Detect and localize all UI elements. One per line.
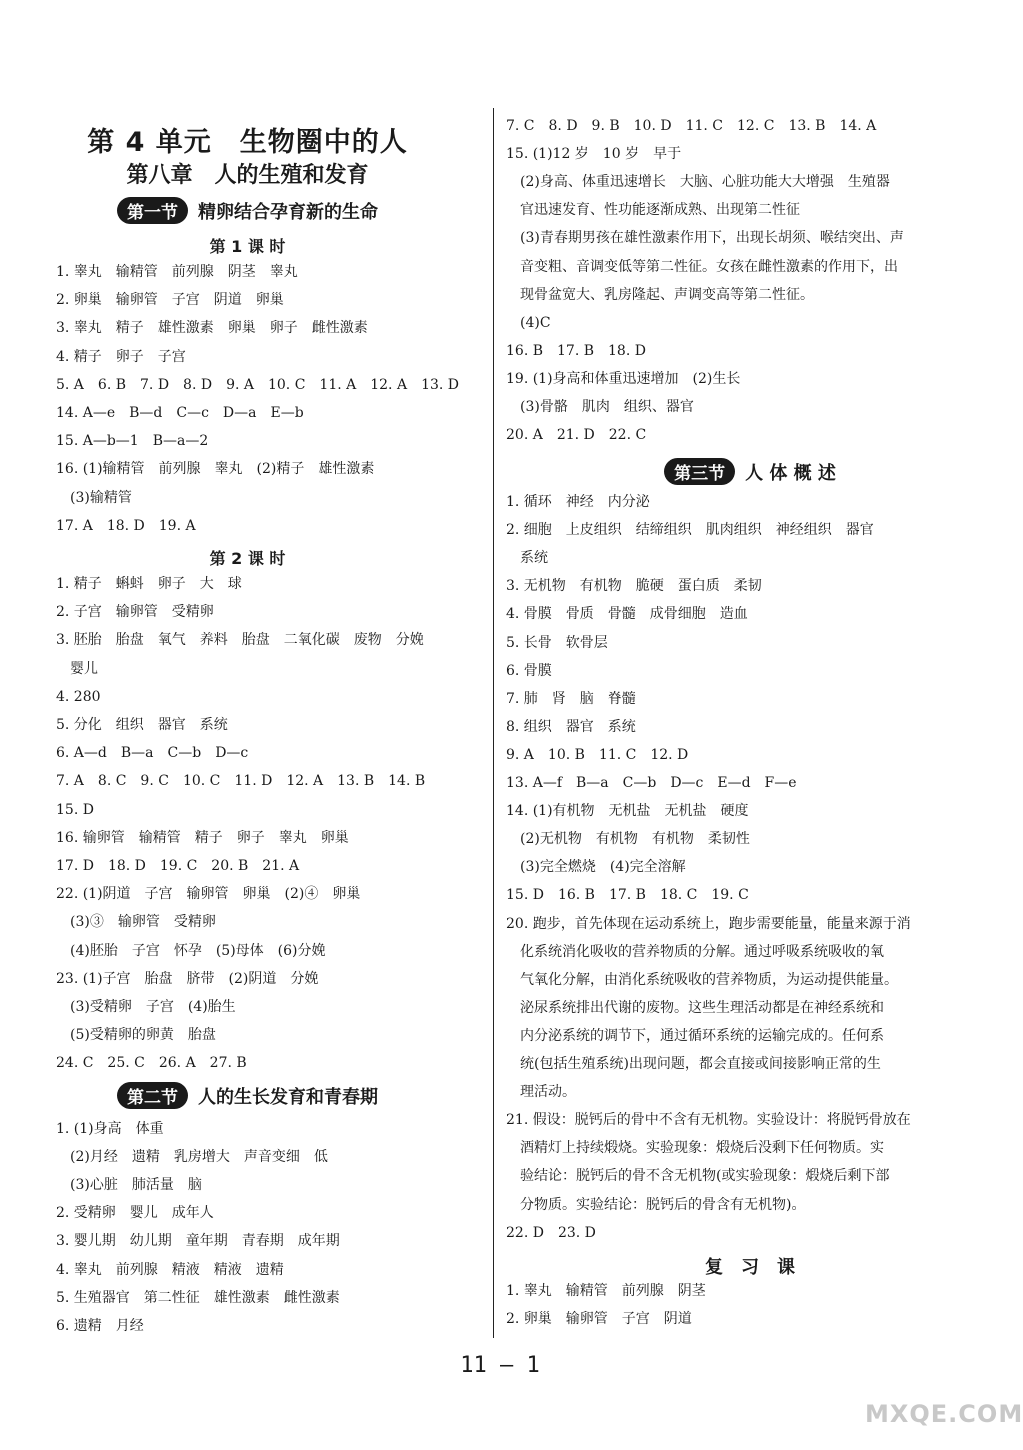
answer-line: 23. (1)子宫 胎盘 脐带 (2)阴道 分娩 bbox=[56, 970, 319, 987]
answer-line: (5)受精卵的卵黄 胎盘 bbox=[56, 1027, 216, 1044]
answer-line: 17. A 18. D 19. A bbox=[56, 517, 196, 534]
answer-line: 4. 280 bbox=[56, 688, 101, 705]
column-divider bbox=[493, 108, 494, 1338]
answer-line: 7. 肺 肾 脑 脊髓 bbox=[506, 690, 636, 707]
answer-line: 官迅速发育、性功能逐渐成熟、出现第二性征 bbox=[506, 202, 800, 219]
answer-line: 14. (1)有机物 无机盐 无机盐 硬度 bbox=[506, 803, 749, 820]
answer-line: 1. 循环 神经 内分泌 bbox=[506, 494, 650, 510]
answer-line: (3)输精管 bbox=[56, 489, 132, 506]
answer-line: 15. (1)12 岁 10 岁 早于 bbox=[506, 146, 682, 163]
answer-line: 6. 骨膜 bbox=[506, 662, 552, 679]
answer-line: 5. 长骨 软骨层 bbox=[506, 634, 608, 651]
unit-title: 第 4 单元 生物圈中的人 bbox=[87, 127, 408, 158]
review-title: 复 习 课 bbox=[705, 1257, 795, 1278]
section-3-header bbox=[500, 458, 1000, 485]
answer-line: 15. A—b—1 B—a—2 bbox=[56, 433, 209, 450]
answer-line: (4)胚胎 子宫 怀孕 (5)母体 (6)分娩 bbox=[56, 942, 326, 959]
answer-line: 4. 睾丸 前列腺 精液 精液 遗精 bbox=[56, 1261, 284, 1278]
watermark: MXQE.COM bbox=[865, 1400, 1023, 1428]
answer-line: 9. A 10. B 11. C 12. D bbox=[506, 746, 689, 763]
answer-line: 24. C 25. C 26. A 27. B bbox=[56, 1055, 247, 1072]
answer-line: 22. D 23. D bbox=[506, 1224, 596, 1241]
answer-line: 气氧化分解，由消化系统吸收的营养物质，为运动提供能量。 bbox=[506, 971, 898, 988]
section-2-header bbox=[0, 1082, 495, 1109]
section-title: 人的生长发育和青春期 bbox=[198, 1086, 378, 1108]
answer-line: 19. (1)身高和体重迅速增加 (2)生长 bbox=[506, 370, 741, 387]
answer-line: 1. 睾丸 输精管 前列腺 阴茎 bbox=[506, 1283, 706, 1299]
answer-line: 15. D bbox=[56, 801, 94, 818]
answer-line: 6. A—d B—a C—b D—c bbox=[56, 745, 249, 762]
answer-line: 内分泌系统的调节下，通过循环系统的运输完成的。任何系 bbox=[506, 1027, 884, 1044]
answer-line: 5. A 6. B 7. D 8. D 9. A 10. C 11. A 12. A 13. D bbox=[56, 376, 460, 393]
answer-line: 14. A—e B—d C—c D—a E—b bbox=[56, 405, 304, 421]
answer-line: 2. 卵巢 输卵管 子宫 阴道 bbox=[506, 1311, 692, 1327]
answer-line: 20. 跑步，首先体现在运动系统上，跑步需要能量，能量来源于消 bbox=[506, 915, 911, 932]
answer-line: 酒精灯上持续煅烧。实验现象：煅烧后没剩下任何物质。实 bbox=[506, 1140, 884, 1157]
answer-line: 音变粗、音调变低等第二性征。女孩在雌性激素的作用下，出 bbox=[506, 258, 898, 275]
page-number: 11 — 1 bbox=[460, 1353, 540, 1378]
answer-line: 17. D 18. D 19. C 20. B 21. A bbox=[56, 858, 300, 874]
section-badge: 第一节 bbox=[117, 197, 188, 224]
chapter-title: 第八章 人的生殖和发育 bbox=[126, 163, 369, 188]
answer-line: 泌尿系统排出代谢的废物。这些生理活动都是在神经系统和 bbox=[506, 999, 884, 1016]
answer-line: 4. 骨膜 骨质 骨髓 成骨细胞 造血 bbox=[506, 606, 748, 623]
answer-line: 3. 婴儿期 幼儿期 童年期 青春期 成年期 bbox=[56, 1233, 340, 1250]
answer-line: (2)无机物 有机物 有机物 柔韧性 bbox=[506, 831, 750, 848]
answer-line: 22. (1)阴道 子宫 输卵管 卵巢 (2)④ 卵巢 bbox=[56, 886, 361, 903]
answer-line: (3)心脏 肺活量 脑 bbox=[56, 1177, 202, 1194]
section-1-header bbox=[0, 197, 495, 224]
answer-line: (2)身高、体重迅速增长 大脑、心脏功能大大增强 生殖器 bbox=[506, 174, 890, 191]
answer-line: 3. 睾丸 精子 雄性激素 卵巢 卵子 雌性激素 bbox=[56, 320, 368, 337]
answer-line: 1. 睾丸 输精管 前列腺 阴茎 睾丸 bbox=[56, 264, 298, 280]
answer-line: 2. 细胞 上皮组织 结缔组织 肌肉组织 神经组织 器官 bbox=[506, 522, 874, 539]
answer-line: 21. 假设：脱钙后的骨中不含有无机物。实验设计：将脱钙骨放在 bbox=[506, 1112, 911, 1129]
answer-line: 化系统消化吸收的营养物质的分解。通过呼吸系统吸收的氧 bbox=[506, 943, 884, 960]
answer-line: 13. A—f B—a C—b D—c E—d F—e bbox=[506, 775, 797, 791]
lesson-2-title: 第 2 课 时 bbox=[209, 549, 286, 568]
answer-line: (3)骨骼 肌肉 组织、器官 bbox=[506, 399, 694, 415]
section-title: 精卵结合孕育新的生命 bbox=[198, 201, 378, 223]
answer-line: 5. 生殖器官 第二性征 雄性激素 雌性激素 bbox=[56, 1289, 340, 1306]
answer-line: 2. 子宫 输卵管 受精卵 bbox=[56, 604, 214, 621]
answer-line: 7. C 8. D 9. B 10. D 11. C 12. C 13. B 14. A bbox=[506, 118, 877, 134]
answer-line: 16. (1)输精管 前列腺 睾丸 (2)精子 雄性激素 bbox=[56, 461, 375, 478]
answer-line: 系统 bbox=[506, 550, 548, 567]
section-title: 人 体 概 述 bbox=[745, 462, 836, 484]
answer-line: 6. 遗精 月经 bbox=[56, 1317, 144, 1334]
answer-line: (3)受精卵 子宫 (4)胎生 bbox=[56, 999, 236, 1015]
answer-line: (2)月经 遗精 乳房增大 声音变细 低 bbox=[56, 1149, 328, 1166]
answer-line: 5. 分化 组织 器官 系统 bbox=[56, 717, 228, 733]
lesson-1-title: 第 1 课 时 bbox=[209, 237, 286, 256]
answer-line: 1. 精子 蝌蚪 卵子 大 球 bbox=[56, 576, 242, 592]
answer-line: (3)青春期男孩在雄性激素作用下，出现长胡须、喉结突出、声 bbox=[506, 230, 904, 247]
answer-line: 婴儿 bbox=[56, 660, 98, 677]
answer-line: (4)C bbox=[506, 314, 551, 331]
answer-line: 理活动。 bbox=[506, 1084, 576, 1101]
answer-line: 1. (1)身高 体重 bbox=[56, 1121, 164, 1137]
answer-line: 16. 输卵管 输精管 精子 卵子 睾丸 卵巢 bbox=[56, 829, 349, 846]
answer-line: 4. 精子 卵子 子宫 bbox=[56, 348, 186, 365]
section-badge: 第三节 bbox=[664, 458, 735, 485]
answer-line: 验结论：脱钙后的骨不含无机物(或实验现象：煅烧后剩下部 bbox=[506, 1168, 890, 1185]
answer-line: 现骨盆宽大、乳房隆起、声调变高等第二性征。 bbox=[506, 286, 814, 303]
answer-line: 7. A 8. C 9. C 10. C 11. D 12. A 13. B 14. B bbox=[56, 773, 426, 790]
answer-line: 16. B 17. B 18. D bbox=[506, 342, 646, 359]
answer-line: 8. 组织 器官 系统 bbox=[506, 718, 636, 735]
section-badge: 第二节 bbox=[117, 1082, 188, 1109]
answer-line: 3. 胚胎 胎盘 氧气 养料 胎盘 二氧化碳 废物 分娩 bbox=[56, 632, 424, 649]
answer-line: 2. 受精卵 婴儿 成年人 bbox=[56, 1205, 214, 1222]
answer-line: 20. A 21. D 22. C bbox=[506, 427, 647, 444]
answer-line: 分物质。实验结论：脱钙后的骨含有无机物)。 bbox=[506, 1196, 806, 1213]
answer-line: 统(包括生殖系统)出现问题，都会直接或间接影响正常的生 bbox=[506, 1056, 881, 1072]
answer-line: 2. 卵巢 输卵管 子宫 阴道 卵巢 bbox=[56, 292, 284, 309]
answer-line: 3. 无机物 有机物 脆硬 蛋白质 柔韧 bbox=[506, 578, 762, 595]
answer-line: 15. D 16. B 17. B 18. C 19. C bbox=[506, 887, 749, 904]
answer-line: (3)完全燃烧 (4)完全溶解 bbox=[506, 859, 686, 876]
answer-line: (3)③ 输卵管 受精卵 bbox=[56, 914, 216, 931]
